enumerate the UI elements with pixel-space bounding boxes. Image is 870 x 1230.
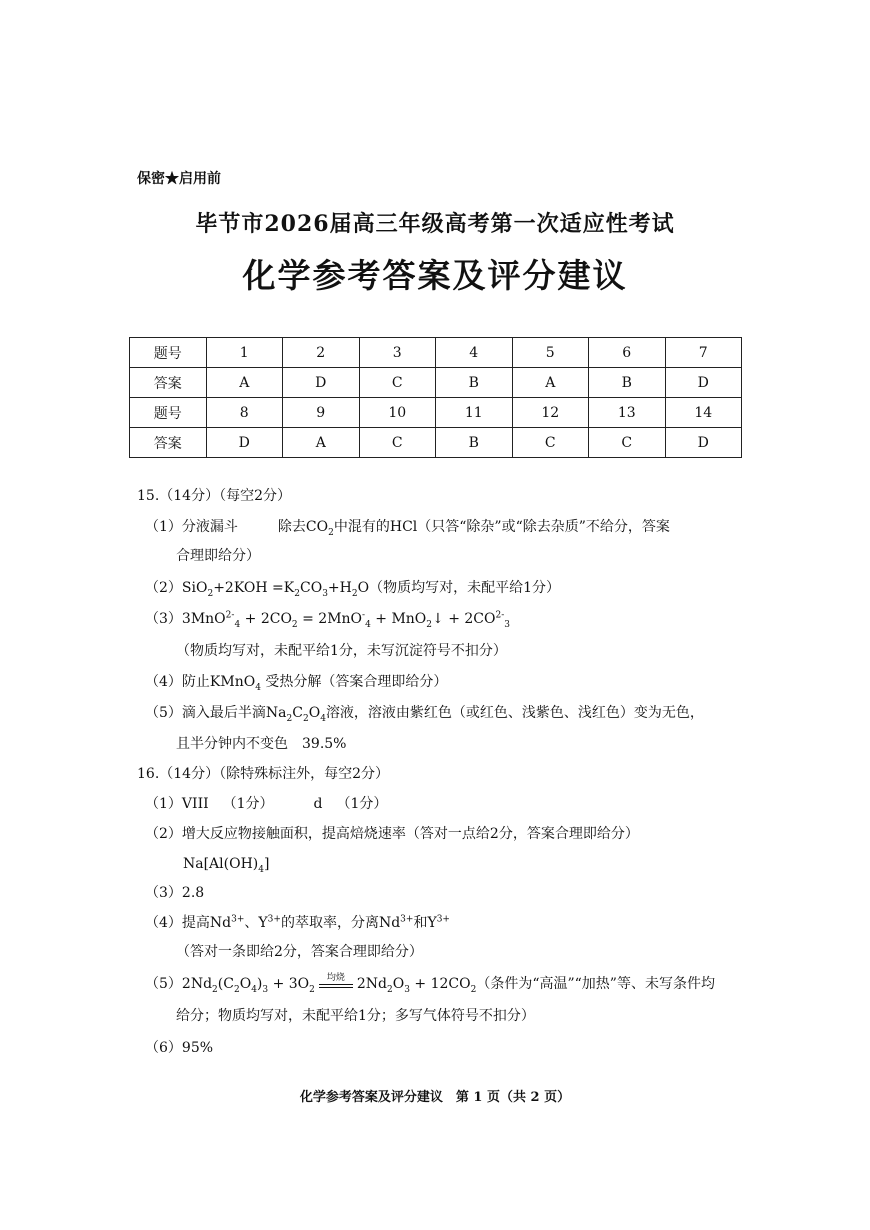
page-footer: 化学参考答案及评分建议 第 1 页（共 2 页） bbox=[299, 1090, 571, 1105]
table-row bbox=[130, 398, 742, 428]
table-cell: 9 bbox=[283, 398, 360, 428]
table-cell: B bbox=[436, 368, 513, 398]
q15-part4: （4）防止KMnO$_4$ 受热分解（答案合理即给分） bbox=[145, 674, 448, 693]
table-cell: C bbox=[359, 368, 436, 398]
q16-part2: （2）增大反应物接触面积，提高焙烧速率（答对一点给2分，答案合理即给分） bbox=[145, 826, 639, 842]
table-cell: 7 bbox=[665, 338, 742, 368]
q16-part6: （6）95% bbox=[145, 1040, 214, 1056]
table-cell: D bbox=[283, 368, 360, 398]
q15-part2: $(2)SiO_2+2KOH =K_2CO_3+H_2O$（物质均写对，未配平给1分） bbox=[145, 580, 560, 599]
q15-part5-cont: 且半分钟内不变色 39.5% bbox=[176, 736, 347, 752]
table-cell: B bbox=[436, 428, 513, 458]
q16-part3: （3）2.8 bbox=[145, 885, 205, 901]
table-cell: A bbox=[206, 368, 283, 398]
q15-part3-note: （物质均写对，未配平给1分，未写沉淀符号不扣分） bbox=[176, 643, 507, 659]
table-row-header: 答案 bbox=[130, 428, 207, 458]
q16-heading: 16.（14分）（除特殊标注外，每空2分） bbox=[137, 766, 389, 782]
q16-part1: （1）VIII （1分） d （1分） bbox=[145, 796, 388, 812]
table-cell: B bbox=[589, 368, 666, 398]
table-cell: C bbox=[512, 428, 589, 458]
q15-part5: （5）滴入最后半滴$Na_2C_2O_4$溶液，溶液由紫红色（或红色、浅紫色、浅红色）变为无色， bbox=[145, 705, 704, 724]
document-title: 化学参考答案及评分建议 bbox=[242, 256, 628, 295]
table-cell: 4 bbox=[436, 338, 513, 368]
exam-title: 毕节市2026届高三年级高考第一次适应性考试 bbox=[195, 211, 675, 237]
table-cell: A bbox=[512, 368, 589, 398]
q16-part5-cont: 给分；物质均写对，未配平给1分；多写气体符号不扣分） bbox=[176, 1008, 535, 1024]
table-row-header: 答案 bbox=[130, 368, 207, 398]
table-cell: C bbox=[589, 428, 666, 458]
answer-table bbox=[129, 337, 742, 458]
table-row-header: 题号 bbox=[130, 398, 207, 428]
table-cell: 8 bbox=[206, 398, 283, 428]
q15-part3-equation: $(3)3MnO^{2-}_4 + 2CO_2 = 2MnO^-_4$ + MnO$_2$↓ + $2CO^{2-}_3$ bbox=[145, 610, 510, 630]
q16-part5-equation: $(5)2Nd_2(C_2O_4)_3 + 3O_2$ 均烧 $2Nd_2O_3 + 12CO_2$（条件为“高温”“加热”等、未写条件均 bbox=[145, 973, 715, 995]
table-cell: D bbox=[206, 428, 283, 458]
confidential-label: 保密★启用前 bbox=[137, 171, 221, 187]
table-cell: 3 bbox=[359, 338, 436, 368]
q15-part1-cont: 合理即给分） bbox=[176, 548, 260, 564]
table-cell: 2 bbox=[283, 338, 360, 368]
q16-part2-formula: $Na[Al(OH)_4]$ bbox=[183, 856, 270, 875]
table-row-header: 题号 bbox=[130, 338, 207, 368]
q16-part4: （4）提高$Nd^{3+}$、$Y^{3+}$的萃取率，分离$Nd^{3+}$和$Y^{3+}$ bbox=[145, 914, 450, 931]
table-cell: C bbox=[359, 428, 436, 458]
table-cell: 10 bbox=[359, 398, 436, 428]
q15-heading: 15.（14分）（每空2分） bbox=[137, 488, 291, 504]
table-cell: 13 bbox=[589, 398, 666, 428]
q16-part4-note: （答对一条即给2分，答案合理即给分） bbox=[176, 944, 423, 960]
q15-part1: （1）分液漏斗 除去$CO_2$中混有的HCl（只答“除杂”或“除去杂质”不给分，答案 bbox=[145, 519, 670, 538]
table-cell: 1 bbox=[206, 338, 283, 368]
table-row bbox=[130, 368, 742, 398]
table-cell: 6 bbox=[589, 338, 666, 368]
table-cell: 12 bbox=[512, 398, 589, 428]
table-cell: 11 bbox=[436, 398, 513, 428]
table-cell: A bbox=[283, 428, 360, 458]
table-cell: 14 bbox=[665, 398, 742, 428]
table-cell: D bbox=[665, 368, 742, 398]
reaction-condition-arrow: 均烧 bbox=[319, 977, 353, 991]
table-cell: 5 bbox=[512, 338, 589, 368]
table-row bbox=[130, 428, 742, 458]
table-row bbox=[130, 338, 742, 368]
table-cell: D bbox=[665, 428, 742, 458]
